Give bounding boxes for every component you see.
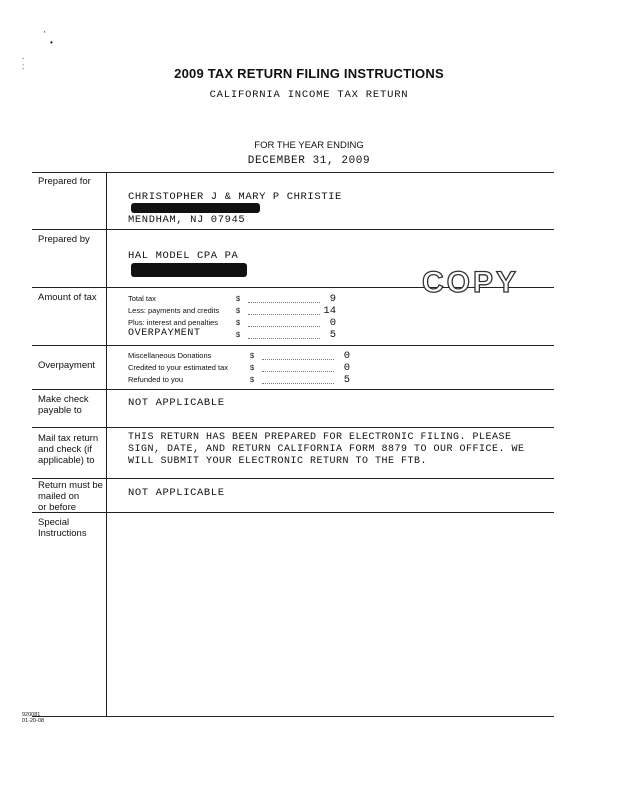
mail-instructions-line: THIS RETURN HAS BEEN PREPARED FOR ELECTRONIC FILING. PLEASE [128, 432, 512, 443]
page-title: 2009 TAX RETURN FILING INSTRUCTIONS [174, 66, 444, 81]
tax-row-value: 14 [323, 305, 336, 317]
row-divider [32, 427, 554, 428]
tax-row-value: 5 [329, 329, 336, 341]
dotted-leader [248, 338, 320, 339]
mail-return-label-line: applicable) to [38, 455, 95, 466]
currency-symbol: $ [236, 330, 241, 339]
special-instructions-label [38, 517, 87, 539]
tax-row-label: Total tax [128, 294, 156, 303]
currency-symbol: $ [250, 375, 255, 384]
preparer-name: HAL MODEL CPA PA [128, 250, 239, 262]
scan-mark: ' [44, 30, 46, 39]
make-check-value: NOT APPLICABLE [128, 397, 225, 409]
year-ending-label: FOR THE YEAR ENDING [254, 140, 364, 151]
overpayment-label: Overpayment [38, 360, 96, 371]
dotted-leader [262, 371, 334, 372]
currency-symbol: $ [250, 363, 255, 372]
special-instructions-label-line: Instructions [38, 528, 87, 539]
currency-symbol: $ [236, 318, 241, 327]
currency-symbol: $ [236, 294, 241, 303]
form-code-line: 01-20-08 [22, 718, 45, 724]
return-mailed-label-line: mailed on [38, 491, 80, 502]
return-mailed-value: NOT APPLICABLE [128, 487, 225, 499]
tax-row-value: 0 [329, 317, 336, 329]
mail-return-label [38, 433, 98, 466]
currency-symbol: $ [250, 351, 255, 360]
row-divider [32, 478, 554, 479]
client-city: MENDHAM, NJ 07945 [128, 214, 246, 226]
dotted-leader [248, 326, 320, 327]
row-divider [32, 716, 554, 717]
make-check-label [38, 394, 89, 416]
overpayment-row-value: 0 [343, 350, 350, 362]
redaction-bar [131, 203, 260, 213]
make-check-label-line: payable to [38, 405, 82, 416]
dotted-leader [262, 359, 334, 360]
overpayment-row-label: Refunded to you [128, 375, 184, 384]
row-divider [32, 512, 554, 513]
row-divider [32, 389, 554, 390]
client-name: CHRISTOPHER J & MARY P CHRISTIE [128, 191, 342, 203]
copy-stamp: COPY [422, 266, 520, 299]
form-code-line: 920081 [22, 712, 41, 718]
page-subtitle: CALIFORNIA INCOME TAX RETURN [209, 89, 409, 101]
scan-mark: : [22, 62, 25, 71]
tax-row-label: Less: payments and credits [128, 306, 220, 315]
dotted-leader [248, 314, 320, 315]
tax-row-label: OVERPAYMENT [128, 328, 201, 339]
tax-row-label: Plus: interest and penalties [128, 318, 219, 327]
row-divider [32, 345, 554, 346]
dotted-leader [262, 383, 334, 384]
row-divider [32, 172, 554, 173]
overpayment-row-label: Credited to your estimated tax [128, 363, 229, 372]
currency-symbol: $ [236, 306, 241, 315]
return-mailed-label-line: or before [38, 502, 77, 513]
mail-instructions-line: SIGN, DATE, AND RETURN CALIFORNIA FORM 8879 TO OUR OFFICE. WE [128, 444, 525, 455]
column-divider [106, 172, 107, 716]
mail-return-label-line: Mail tax return [38, 433, 99, 444]
prepared-for-label: Prepared for [38, 176, 91, 187]
year-ending-date: DECEMBER 31, 2009 [247, 155, 371, 167]
prepared-by-label: Prepared by [38, 234, 90, 245]
tax-row-value: 9 [329, 293, 336, 305]
amount-of-tax-label: Amount of tax [38, 292, 97, 303]
special-instructions-label-line: Special [38, 517, 70, 528]
dotted-leader [248, 302, 320, 303]
return-mailed-label-line: Return must be [38, 480, 103, 491]
form-code [22, 712, 44, 724]
row-divider [32, 229, 554, 230]
overpayment-row-label: Miscellaneous Donations [128, 351, 212, 360]
redaction-bar [131, 263, 247, 277]
overpayment-row-value: 5 [343, 374, 350, 386]
overpayment-row-value: 0 [343, 362, 350, 374]
mail-instructions-line: WILL SUBMIT YOUR ELECTRONIC RETURN TO THE FTB. [128, 456, 428, 467]
scan-mark: . [22, 52, 25, 61]
make-check-label-line: Make check [38, 394, 89, 405]
return-mailed-label [38, 480, 103, 513]
scan-mark: • [50, 38, 53, 47]
mail-return-label-line: and check (if [38, 444, 92, 455]
